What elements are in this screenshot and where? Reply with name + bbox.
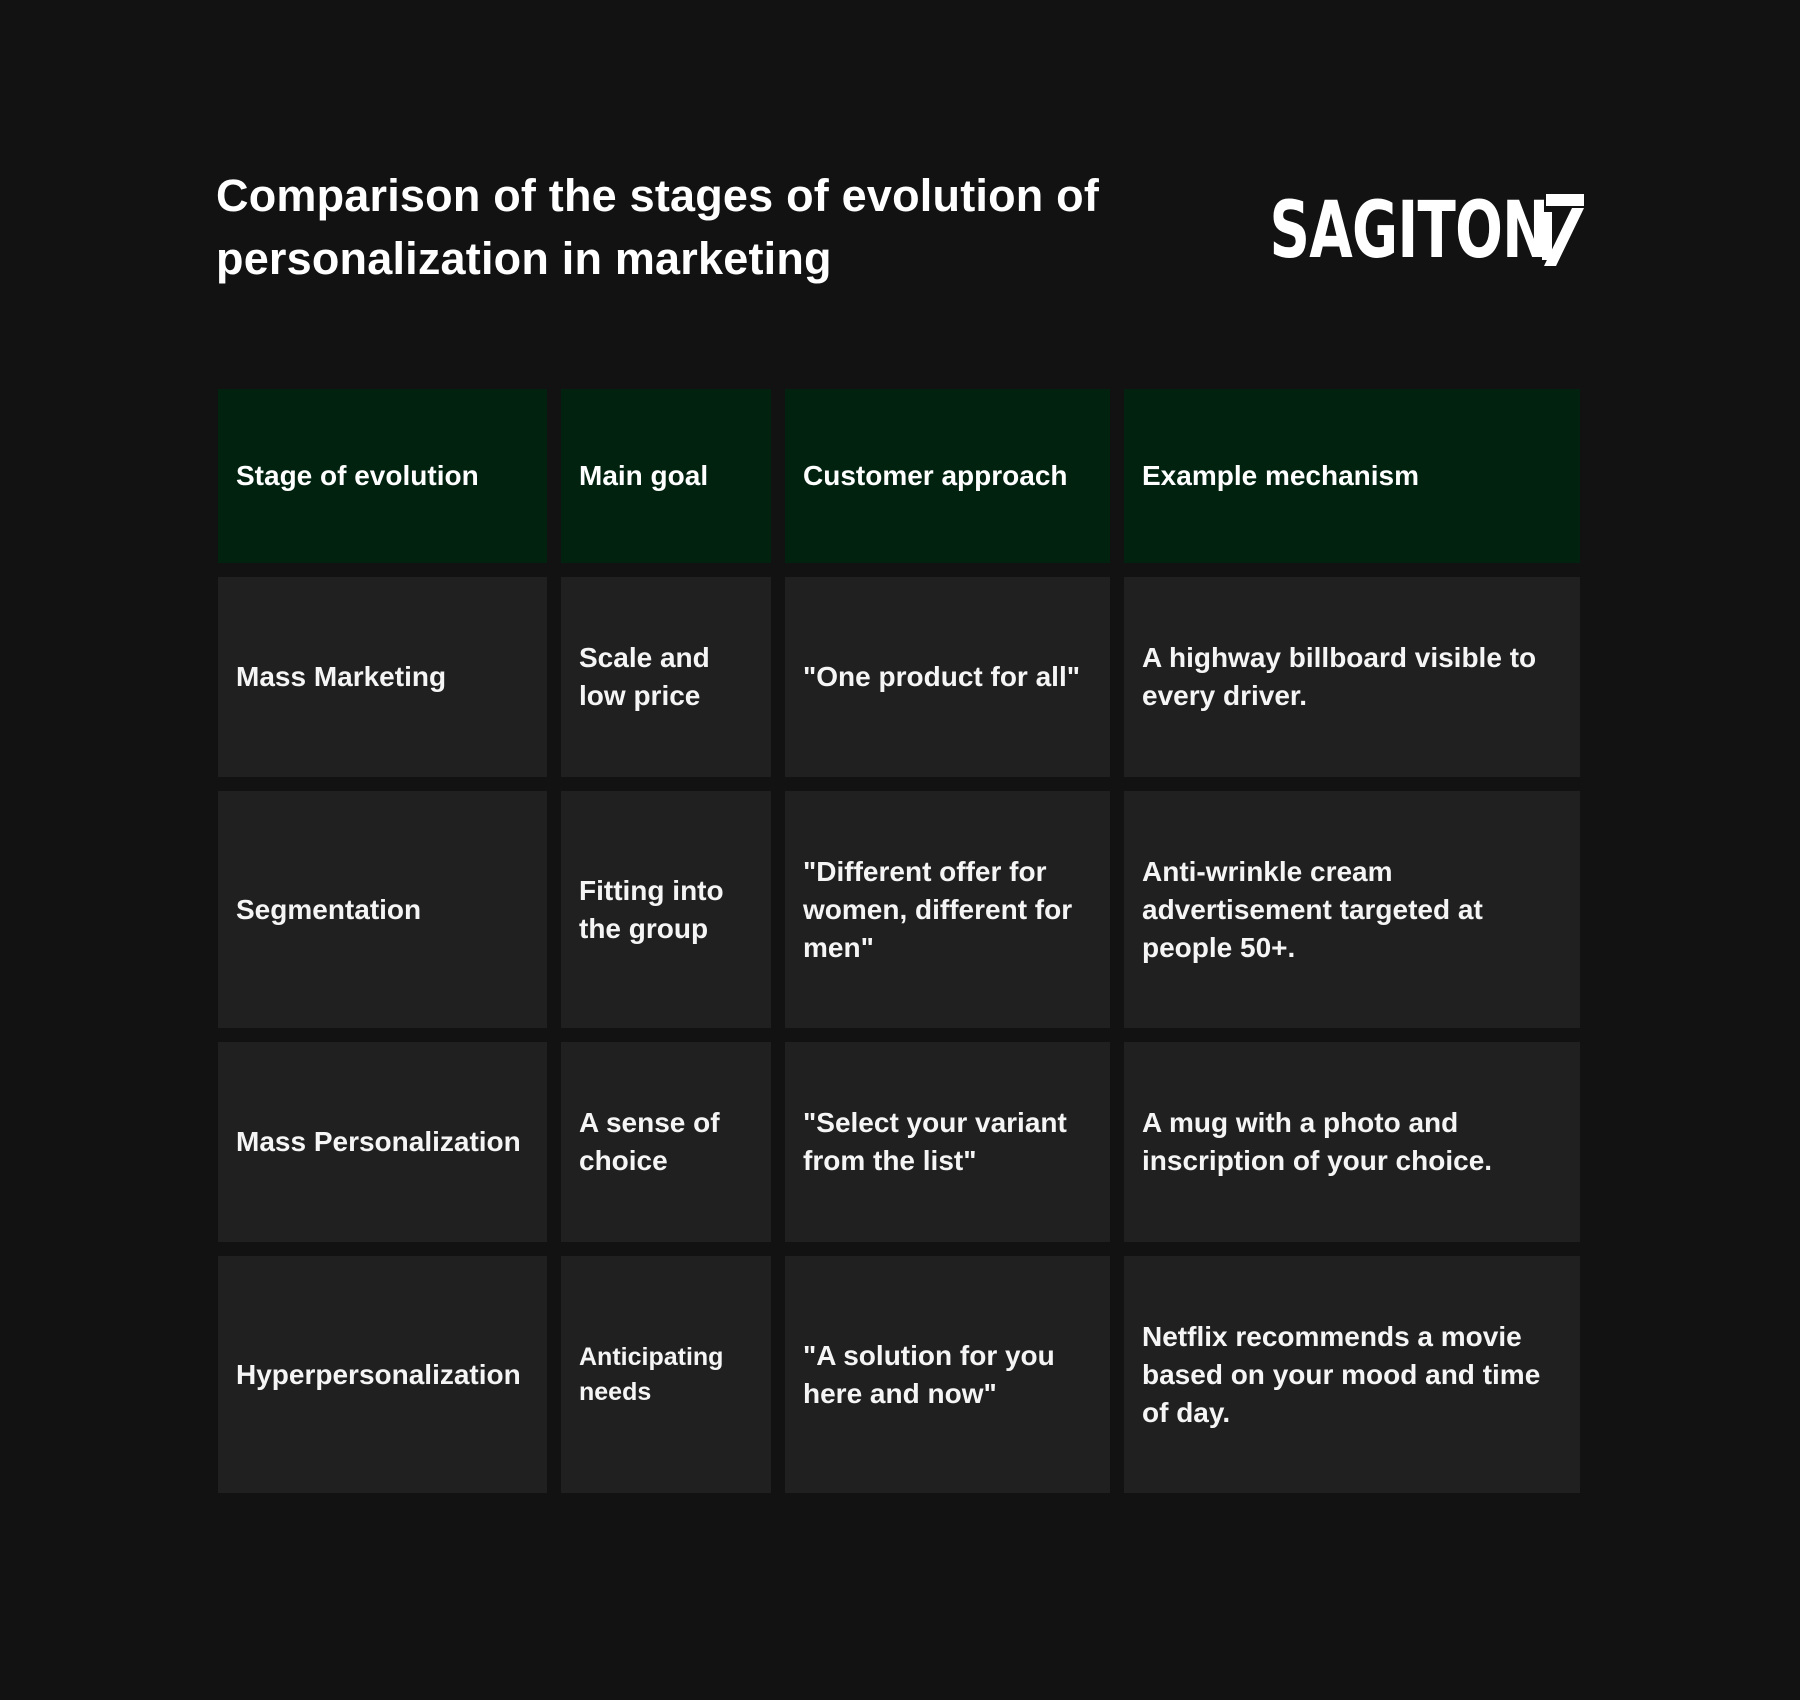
cell-approach: "Select your variant from the list" xyxy=(785,1042,1110,1242)
cell-approach: "A solution for you here and now" xyxy=(785,1256,1110,1493)
brand-logo xyxy=(1161,186,1586,276)
header xyxy=(216,164,1586,304)
header-cell-stage: Stage of evolution xyxy=(218,389,547,563)
header-cell-goal: Main goal xyxy=(561,389,771,563)
logo-text: SAGITON xyxy=(1269,186,1548,276)
cell-goal: Anticipating needs xyxy=(561,1256,771,1493)
seven-slash-logo-icon xyxy=(1542,192,1586,270)
cell-goal: Fitting into the group xyxy=(561,791,771,1028)
cell-stage: Hyperpersonalization xyxy=(218,1256,547,1493)
cell-stage: Mass Personalization xyxy=(218,1042,547,1242)
cell-example: Anti-wrinkle cream advertisement targeted at people 50+. xyxy=(1124,791,1580,1028)
cell-approach: "Different offer for women, different for men" xyxy=(785,791,1110,1028)
cell-approach: "One product for all" xyxy=(785,577,1110,777)
cell-stage: Mass Marketing xyxy=(218,577,547,777)
header-cell-approach: Customer approach xyxy=(785,389,1110,563)
cell-example: A mug with a photo and inscription of your choice. xyxy=(1124,1042,1580,1242)
cell-goal: A sense of choice xyxy=(561,1042,771,1242)
header-cell-example: Example mechanism xyxy=(1124,389,1580,563)
cell-goal: Scale and low price xyxy=(561,577,771,777)
comparison-table xyxy=(218,389,1582,1493)
cell-example: Netflix recommends a movie based on your mood and time of day. xyxy=(1124,1256,1580,1493)
cell-stage: Segmentation xyxy=(218,791,547,1028)
page-title: Comparison of the stages of evolution of personalization in marketing xyxy=(216,170,1100,284)
cell-example: A highway billboard visible to every driver. xyxy=(1124,577,1580,777)
